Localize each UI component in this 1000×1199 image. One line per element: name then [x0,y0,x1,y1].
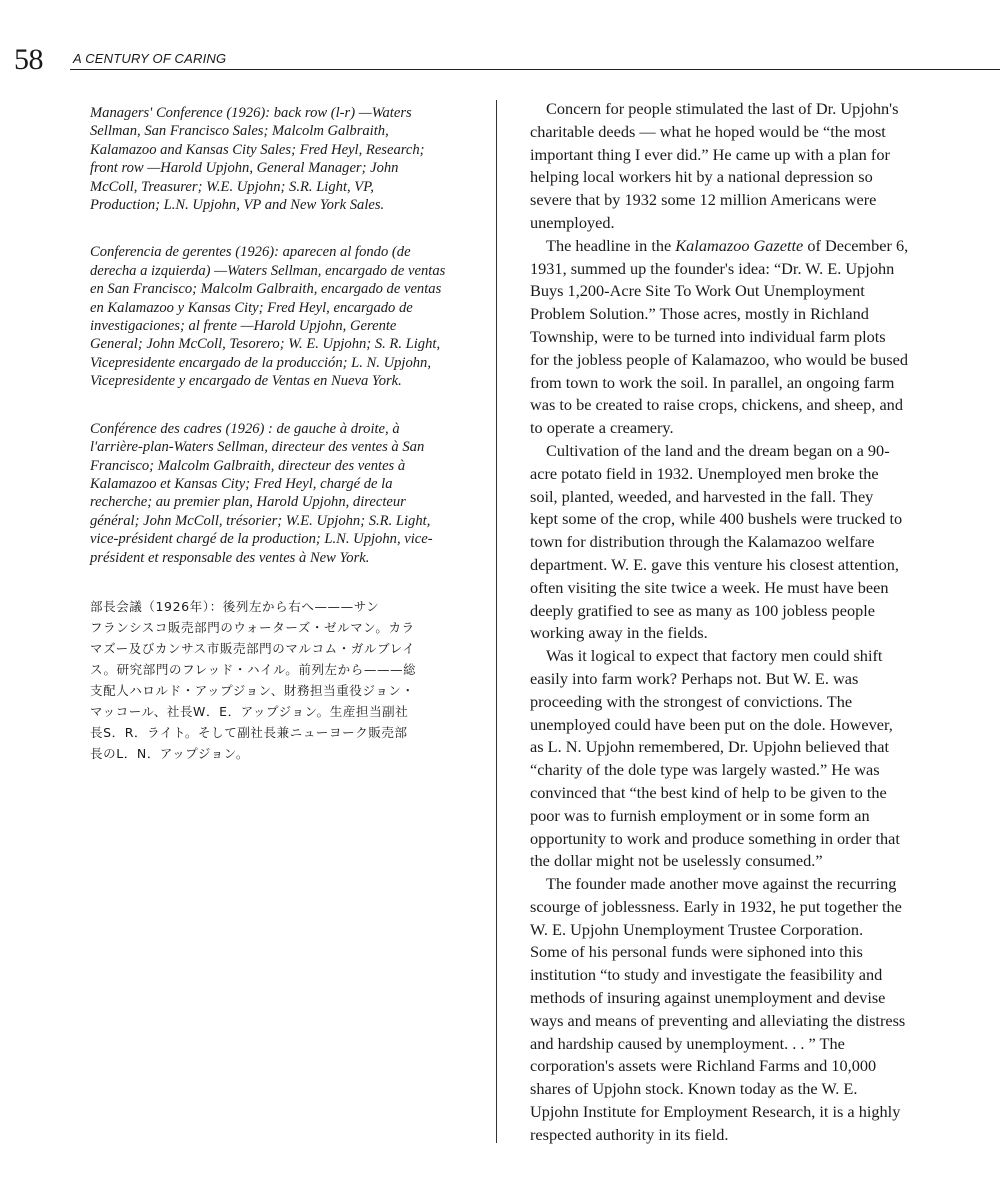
caption-column [90,104,480,776]
caption-french: Conférence des cadres (1926) : de gauche à droite, à l'arrière-plan-Waters Sellman, directeur des ventes à San Francisco; Malcolm Galbraith, directeur des ventes à Kalamazoo et Kansas City; Fred Heyl, chargé de la recherche; au premier plan, Harold Upjohn, directeur général; John McColl, trésorier; W.E. Upjohn; S.R. Light, vice-président chargé de la production; L.N. Upjohn, vice- président et responsable des ventes à New York. [90,420,433,566]
body-text-column [530,98,955,1147]
caption-japanese: 部長会議（1926年）：後列左から右へ———サン フランシスコ販売部門のウォーターズ・ゼルマン。カラ マズー及びカンサス市販売部門のマルコム・ガルブレイ ス。研究部門のフレッド・ハイル。前列左から———総 支配人ハロルド・アップジョン、財務担当重役ジョン・ マッコール、社長W．E．アップジョン。生産担当副社 長S．R．ライト。そして副社長兼ニューヨーク販売部 長のL．N．アップジョン。 [90,598,417,761]
header-rule [70,69,1000,70]
caption-spanish: Conferencia de gerentes (1926): aparecen al fondo (de derecha a izquierda) —Waters Sellman, encargado de ventas en San Francisco; Malcolm Galbraith, encargado de ventas en Kalamazoo y Kansas City; Fred Heyl, encargado de investigaciones; al frente —Harold Upjohn, Gerente General; John McColl, Tesorero; W. E. Upjohn; S. R. Light, Vicepresidente encargado de la producción; L. N. Upjohn, Vicepresidente y encargado de Ventas en Nueva York. [90,244,446,390]
caption-english: Managers' Conference (1926): back row (l-r) —Waters Sellman, San Francisco Sales; Malcolm Galbraith, Kalamazoo and Kansas City Sales; Fred Heyl, Research; front row —Harold Upjohn, General Manager; John McColl, Treasurer; W.E. Upjohn; S.R. Light, VP, Production; L.N. Upjohn, VP and New York Sales. [90,105,425,214]
paragraph-text: of December 6, 1931, summed up the founder's idea: “Dr. W. E. Upjohn Buys 1,200-Acre Site To Work Out Unemployment Problem Solution.” Those acres, mostly in Richland Township, were to be turned into individual farm plots for the jobless people of Kalamazoo, who would be bused from town to work the soil. In parallel, an ongoing farm was to be created to raise crops, chickens, and sheep, and to operate a creamery. [530,235,909,438]
running-title: A CENTURY OF CARING [73,51,227,66]
page-header [14,44,1000,76]
body-paragraph: Cultivation of the land and the dream began on a 90- acre potato field in 1932. Unemployed men broke the soil, planted, weeded, and harvested in the fall. They kept some of the crop, while 400 bushels were trucked to town for distribution through the Kalamazoo welfare department. W. E. gave this venture his closest attention, often visiting the site twice a week. He must have been deeply gratified to see as many as 100 jobless people working away in the fields. [530,440,903,643]
paragraph-text: The headline in the [546,235,676,255]
body-paragraph: Was it logical to expect that factory men could shift easily into farm work? Perhaps not. But W. E. was proceeding with the strongest of convictions. The unemployed could have been put on the dole. However, as L. N. Upjohn remembered, Dr. Upjohn believed that “charity of the dole type was largely wasted.” He was convinced that “the best kind of help to be given to the poor was to furnish employment or in some form an opportunity to work and produce something in order that the dollar might not be uselessly consumed.” [530,646,900,871]
body-paragraph: The founder made another move against the recurring scourge of joblessness. Early in 1932, he put together the W. E. Upjohn Unemployment Trustee Corporation. Some of his personal funds were siphoned into this institution “to study and investigate the feasibility and methods of insuring against unemployment and devise ways and means of preventing and alleviating the distress and hardship caused by unemployment. . . ” The corporation's assets were Richland Farms and 10,000 shares of Upjohn stock. Known today as the W. E. Upjohn Institute for Employment Research, it is a highly respected authority in its field. [530,874,906,1144]
column-divider [496,100,497,1143]
body-paragraph: Concern for people stimulated the last of Dr. Upjohn's charitable deeds — what he hoped would be “the most important thing I ever did.” He came up with a plan for helping local workers hit by a national depression so severe that by 1932 some 12 million Americans were unemployed. [530,99,899,232]
body-paragraph [530,235,955,440]
page-number: 58 [14,43,43,76]
newspaper-title: Kalamazoo Gazette [675,235,804,255]
